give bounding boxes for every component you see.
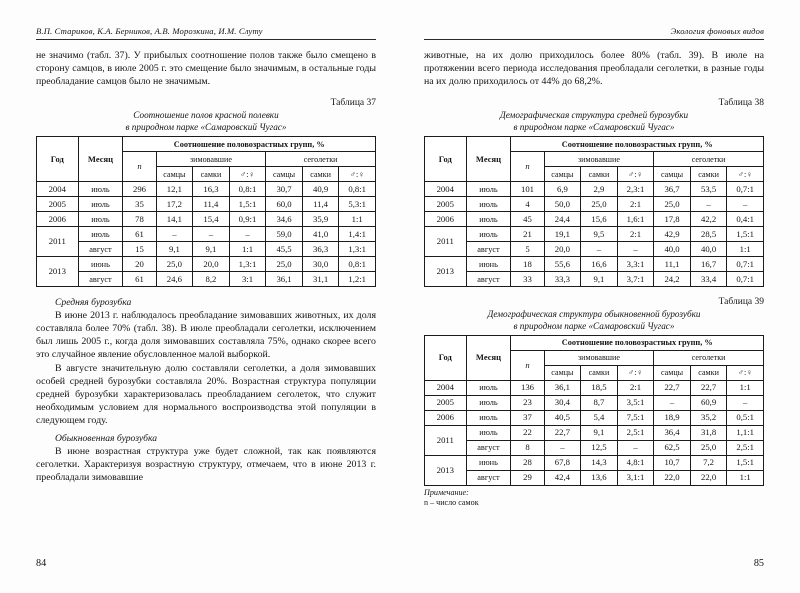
cell-overwintered-males: 25,0 — [156, 257, 193, 272]
th-yg-males: самцы — [266, 167, 303, 182]
cell-young-ratio: 1:1 — [727, 380, 764, 395]
cell-month: июль — [466, 197, 511, 212]
cell-young-females: 28,5 — [690, 227, 727, 242]
cell-overwintered-ratio: 1:1 — [229, 242, 266, 257]
cell-overwintered-females: 12,5 — [581, 440, 618, 455]
cell-month: июль — [78, 182, 123, 197]
table-row — [37, 197, 376, 212]
cell-month: август — [466, 272, 511, 287]
table-39 — [424, 335, 764, 486]
th-month: Месяц — [78, 137, 123, 182]
cell-month: август — [78, 242, 123, 257]
cell-month: июль — [466, 425, 511, 440]
cell-overwintered-ratio: 1,3:1 — [229, 257, 266, 272]
table-37-title — [36, 110, 376, 133]
table-39-title-line1: Демографическая структура обыкновенной бурозубки — [487, 309, 701, 320]
th-yg-females: самки — [690, 365, 727, 380]
cell-young-females: 11,4 — [302, 197, 339, 212]
paragraph-continuation-right: животные, на их долю приходилось более 80% (табл. 39). В июле на протяжении всего периода исследования преобладали сеголетки, в разные годы на их долю приходилось от 44% до 68,2%. — [424, 50, 764, 88]
cell-overwintered-ratio: 2:1 — [617, 227, 654, 242]
cell-year: 2011 — [425, 227, 467, 257]
cell-young-males: 30,7 — [266, 182, 303, 197]
running-head-right: Экология фоновых видов — [670, 26, 764, 36]
paragraph-continuation: не значимо (табл. 37). У прибылых соотношение полов также было смещено в сторону самцов, в июле 2005 г. это смещение было значимым, в остальные годы преобладание самцов было не значимым. — [36, 50, 376, 88]
cell-year: 2006 — [425, 410, 467, 425]
cell-overwintered-ratio: 0,8:1 — [229, 182, 266, 197]
page-number-left: 84 — [36, 558, 47, 569]
th-ow-males: самцы — [544, 167, 581, 182]
cell-year: 2013 — [37, 257, 79, 287]
cell-overwintered-males: 14,1 — [156, 212, 193, 227]
cell-overwintered-males: – — [156, 227, 193, 242]
table-38-title — [424, 110, 764, 133]
cell-young-males: 36,1 — [266, 272, 303, 287]
cell-month: июнь — [466, 257, 511, 272]
table-38-body — [425, 182, 764, 287]
cell-month: июль — [78, 197, 123, 212]
th-n: n — [123, 152, 156, 182]
cell-year: 2011 — [425, 425, 467, 455]
table-37-header-row-1 — [37, 137, 376, 152]
cell-n: 136 — [511, 380, 544, 395]
th-ow-ratio: ♂:♀ — [229, 167, 266, 182]
table-row — [425, 455, 764, 470]
cell-overwintered-females: 2,9 — [581, 182, 618, 197]
cell-n: 22 — [511, 425, 544, 440]
cell-overwintered-ratio: 2,5:1 — [617, 425, 654, 440]
table-38 — [424, 136, 764, 287]
cell-young-ratio: 0,7:1 — [727, 257, 764, 272]
th-yg-females: самки — [690, 167, 727, 182]
cell-young-ratio: 0,8:1 — [339, 182, 376, 197]
th-yg-ratio: ♂:♀ — [727, 167, 764, 182]
cell-overwintered-females: – — [193, 227, 230, 242]
cell-young-ratio: 0,8:1 — [339, 257, 376, 272]
paragraph-obyknovennaya-1: В июне возрастная структура уже будет сложной, так как появляются сеголетки. Характеризуя возрастную структуру, отмечаем, что в июне 2013 г. преобладали зимовавшие — [36, 446, 376, 484]
table-row — [425, 410, 764, 425]
table-37-head — [37, 137, 376, 182]
cell-young-females: 60,9 — [690, 395, 727, 410]
cell-young-females: 42,2 — [690, 212, 727, 227]
cell-young-ratio: 1,5:1 — [727, 227, 764, 242]
cell-year: 2005 — [425, 197, 467, 212]
table-38-header-row-1 — [425, 137, 764, 152]
cell-overwintered-males: – — [544, 440, 581, 455]
cell-n: 28 — [511, 455, 544, 470]
cell-overwintered-ratio: 4,8:1 — [617, 455, 654, 470]
page-right — [400, 0, 800, 593]
cell-overwintered-males: 17,2 — [156, 197, 193, 212]
cell-overwintered-females: 16,6 — [581, 257, 618, 272]
th-yg-females: самки — [302, 167, 339, 182]
cell-young-ratio: 1:1 — [727, 242, 764, 257]
th-ow-males: самцы — [156, 167, 193, 182]
th-group-young: сеголетки — [654, 350, 764, 365]
cell-overwintered-females: 9,1 — [193, 242, 230, 257]
cell-young-males: 60,0 — [266, 197, 303, 212]
cell-month: июль — [466, 380, 511, 395]
cell-young-ratio: 1:1 — [727, 470, 764, 485]
cell-young-females: 16,7 — [690, 257, 727, 272]
cell-overwintered-males: 24,4 — [544, 212, 581, 227]
th-n: n — [511, 350, 544, 380]
table-row — [425, 257, 764, 272]
page-number-right: 85 — [753, 558, 764, 569]
cell-n: 8 — [511, 440, 544, 455]
cell-month: июль — [466, 395, 511, 410]
th-ow-ratio: ♂:♀ — [617, 365, 654, 380]
cell-overwintered-ratio: 2:1 — [617, 197, 654, 212]
cell-overwintered-females: 8,7 — [581, 395, 618, 410]
table-row — [37, 182, 376, 197]
th-yg-males: самцы — [654, 167, 691, 182]
table-39-body — [425, 380, 764, 485]
cell-young-females: 35,9 — [302, 212, 339, 227]
cell-year: 2006 — [37, 212, 79, 227]
running-head-rule-right — [424, 39, 764, 40]
cell-overwintered-females: 13,6 — [581, 470, 618, 485]
cell-young-males: 34,6 — [266, 212, 303, 227]
table-row — [425, 395, 764, 410]
th-group-overwintered: зимовавшие — [544, 152, 654, 167]
cell-young-ratio: 1,4:1 — [339, 227, 376, 242]
cell-month: июль — [78, 227, 123, 242]
cell-young-males: 45,5 — [266, 242, 303, 257]
table-row — [425, 440, 764, 455]
cell-overwintered-females: 11,4 — [193, 197, 230, 212]
cell-young-males: 18,9 — [654, 410, 691, 425]
table-38-head — [425, 137, 764, 182]
cell-young-ratio: 1,5:1 — [727, 455, 764, 470]
cell-overwintered-ratio: 0,9:1 — [229, 212, 266, 227]
table-37-title-line2: в природном парке «Самаровский Чугас» — [125, 121, 287, 132]
cell-young-ratio: 0,7:1 — [727, 182, 764, 197]
cell-young-males: 40,0 — [654, 242, 691, 257]
cell-n: 15 — [123, 242, 156, 257]
cell-n: 35 — [123, 197, 156, 212]
cell-young-ratio: – — [727, 197, 764, 212]
cell-n: 23 — [511, 395, 544, 410]
table-row — [37, 257, 376, 272]
cell-young-females: 22,7 — [690, 380, 727, 395]
table-37-body — [37, 182, 376, 287]
cell-overwintered-females: 5,4 — [581, 410, 618, 425]
th-ow-females: самки — [581, 167, 618, 182]
cell-young-females: 22,0 — [690, 470, 727, 485]
cell-overwintered-ratio: 3:1 — [229, 272, 266, 287]
cell-overwintered-males: 50,0 — [544, 197, 581, 212]
table-row — [37, 227, 376, 242]
table-39-head — [425, 335, 764, 380]
cell-young-females: 40,0 — [690, 242, 727, 257]
th-group-young: сеголетки — [266, 152, 376, 167]
table-row — [37, 212, 376, 227]
section-heading-sredniaya: Средняя бурозубка — [55, 297, 132, 309]
cell-year: 2013 — [425, 257, 467, 287]
cell-n: 5 — [511, 242, 544, 257]
table-37-number: Таблица 37 — [330, 98, 376, 109]
cell-year: 2004 — [425, 380, 467, 395]
table-row — [425, 380, 764, 395]
cell-young-ratio: 1,3:1 — [339, 242, 376, 257]
cell-overwintered-females: 8,2 — [193, 272, 230, 287]
cell-young-males: 42,9 — [654, 227, 691, 242]
cell-young-females: 35,2 — [690, 410, 727, 425]
cell-overwintered-males: 40,5 — [544, 410, 581, 425]
table-39-note-text: n – число самок — [424, 497, 479, 507]
cell-n: 61 — [123, 272, 156, 287]
table-38-title-line1: Демографическая структура средней бурозубки — [499, 110, 689, 121]
cell-overwintered-ratio: 1,5:1 — [229, 197, 266, 212]
cell-n: 78 — [123, 212, 156, 227]
table-row — [425, 272, 764, 287]
cell-overwintered-ratio: 3,3:1 — [617, 257, 654, 272]
spacer — [424, 287, 764, 296]
cell-young-males: 59,0 — [266, 227, 303, 242]
cell-young-males: 11,1 — [654, 257, 691, 272]
cell-month: июль — [78, 212, 123, 227]
cell-young-males: 36,7 — [654, 182, 691, 197]
cell-young-females: 30,0 — [302, 257, 339, 272]
cell-year: 2004 — [37, 182, 79, 197]
table-39-note-label: Примечание: — [424, 487, 469, 497]
cell-young-males: 25,0 — [654, 197, 691, 212]
cell-young-males: 10,7 — [654, 455, 691, 470]
th-group-overwintered: зимовавшие — [156, 152, 266, 167]
cell-young-ratio: 1:1 — [339, 212, 376, 227]
cell-overwintered-females: 16,3 — [193, 182, 230, 197]
table-row — [425, 227, 764, 242]
cell-overwintered-males: 6,9 — [544, 182, 581, 197]
th-month: Месяц — [466, 335, 511, 380]
cell-overwintered-males: 22,7 — [544, 425, 581, 440]
table-39-title — [424, 309, 764, 332]
cell-year: 2004 — [425, 182, 467, 197]
cell-n: 29 — [511, 470, 544, 485]
cell-month: август — [466, 440, 511, 455]
cell-n: 61 — [123, 227, 156, 242]
cell-month: июль — [466, 182, 511, 197]
cell-young-ratio: – — [727, 395, 764, 410]
spacer — [36, 287, 376, 296]
cell-overwintered-males: 55,6 — [544, 257, 581, 272]
cell-n: 21 — [511, 227, 544, 242]
cell-month: июнь — [466, 455, 511, 470]
cell-overwintered-ratio: 1,6:1 — [617, 212, 654, 227]
table-38-number: Таблица 38 — [718, 98, 764, 109]
table-row — [37, 242, 376, 257]
th-ow-ratio: ♂:♀ — [617, 167, 654, 182]
cell-young-females: 31,1 — [302, 272, 339, 287]
cell-overwintered-males: 36,1 — [544, 380, 581, 395]
cell-overwintered-males: 67,8 — [544, 455, 581, 470]
cell-young-males: 17,8 — [654, 212, 691, 227]
cell-overwintered-males: 20,0 — [544, 242, 581, 257]
section-heading-obyknovennaya: Обыкновенная бурозубка — [55, 433, 157, 445]
spacer — [36, 88, 376, 97]
cell-n: 18 — [511, 257, 544, 272]
cell-young-ratio: 0,5:1 — [727, 410, 764, 425]
cell-overwintered-females: 9,1 — [581, 272, 618, 287]
cell-young-males: – — [654, 395, 691, 410]
table-38-title-line2: в природном парке «Самаровский Чугас» — [513, 121, 675, 132]
paragraph-sredniaya-1: В июне 2013 г. наблюдалось преобладание зимовавших животных, их доля составляла более 70% (табл. 38). В июле преобладали сеголетки, исключением был лишь 2005 г., когда доля зимовавших составляла 75%, однако скорее всего это случайное явление обусловленное малой выборкой. — [36, 310, 376, 361]
th-year: Год — [37, 137, 79, 182]
cell-young-ratio: 1,2:1 — [339, 272, 376, 287]
cell-overwintered-males: 42,4 — [544, 470, 581, 485]
th-group-young: сеголетки — [654, 152, 764, 167]
cell-overwintered-females: 9,5 — [581, 227, 618, 242]
cell-overwintered-ratio: – — [617, 242, 654, 257]
cell-n: 37 — [511, 410, 544, 425]
cell-overwintered-males: 30,4 — [544, 395, 581, 410]
running-head-rule-left — [36, 39, 376, 40]
cell-overwintered-males: 24,6 — [156, 272, 193, 287]
cell-overwintered-males: 9,1 — [156, 242, 193, 257]
table-39-title-line2: в природном парке «Самаровский Чугас» — [513, 320, 675, 331]
cell-overwintered-males: 19,1 — [544, 227, 581, 242]
th-span-all: Соотношение половозрастных групп, % — [123, 137, 376, 152]
cell-overwintered-ratio: – — [229, 227, 266, 242]
th-span-all: Соотношение половозрастных групп, % — [511, 335, 764, 350]
cell-month: август — [78, 272, 123, 287]
cell-young-ratio: 2,5:1 — [727, 440, 764, 455]
cell-young-females: 33,4 — [690, 272, 727, 287]
cell-n: 33 — [511, 272, 544, 287]
spacer — [424, 88, 764, 97]
cell-overwintered-ratio: 3,5:1 — [617, 395, 654, 410]
cell-young-ratio: 5,3:1 — [339, 197, 376, 212]
cell-month: июль — [466, 410, 511, 425]
cell-young-females: – — [690, 197, 727, 212]
th-ow-females: самки — [581, 365, 618, 380]
table-row — [425, 425, 764, 440]
cell-young-males: 22,0 — [654, 470, 691, 485]
cell-young-ratio: 1,1:1 — [727, 425, 764, 440]
th-year: Год — [425, 335, 467, 380]
cell-overwintered-ratio: 2,3:1 — [617, 182, 654, 197]
cell-young-males: 36,4 — [654, 425, 691, 440]
cell-n: 296 — [123, 182, 156, 197]
cell-overwintered-ratio: 2:1 — [617, 380, 654, 395]
cell-overwintered-females: 20,0 — [193, 257, 230, 272]
th-group-overwintered: зимовавшие — [544, 350, 654, 365]
cell-overwintered-females: 15,6 — [581, 212, 618, 227]
cell-month: июнь — [78, 257, 123, 272]
cell-young-females: 40,9 — [302, 182, 339, 197]
cell-young-males: 24,2 — [654, 272, 691, 287]
cell-young-females: 25,0 — [690, 440, 727, 455]
cell-young-females: 41,0 — [302, 227, 339, 242]
th-yg-ratio: ♂:♀ — [339, 167, 376, 182]
table-37-title-line1: Соотношение полов красной полевки — [133, 110, 279, 121]
cell-young-females: 31,8 — [690, 425, 727, 440]
running-head-left: В.П. Стариков, К.А. Берников, А.В. Морозкина, И.М. Слуту — [36, 26, 263, 36]
cell-overwintered-ratio: – — [617, 440, 654, 455]
th-n: n — [511, 152, 544, 182]
cell-young-females: 53,5 — [690, 182, 727, 197]
cell-year: 2005 — [37, 197, 79, 212]
cell-month: август — [466, 242, 511, 257]
cell-young-ratio: 0,7:1 — [727, 272, 764, 287]
cell-overwintered-ratio: 7,5:1 — [617, 410, 654, 425]
cell-young-males: 62,5 — [654, 440, 691, 455]
cell-overwintered-females: – — [581, 242, 618, 257]
table-39-note — [424, 488, 764, 508]
table-row — [425, 212, 764, 227]
cell-n: 45 — [511, 212, 544, 227]
table-37 — [36, 136, 376, 287]
table-39-number: Таблица 39 — [718, 297, 764, 308]
cell-month: июль — [466, 212, 511, 227]
table-row — [425, 470, 764, 485]
cell-overwintered-females: 9,1 — [581, 425, 618, 440]
cell-month: июль — [466, 227, 511, 242]
th-yg-ratio: ♂:♀ — [727, 365, 764, 380]
cell-year: 2013 — [425, 455, 467, 485]
th-ow-males: самцы — [544, 365, 581, 380]
cell-overwintered-males: 12,1 — [156, 182, 193, 197]
table-row — [425, 182, 764, 197]
cell-young-males: 22,7 — [654, 380, 691, 395]
paragraph-sredniaya-2: В августе значительную долю составляли сеголетки, а доля зимовавших особей средней бурозубки составляла 20%. Возрастная структура популяции средней бурозубки характеризовалась преобладанием сеголеток, что служит необходимым условием для нормального воспроизводства этой популяции в следующем году. — [36, 362, 376, 426]
th-year: Год — [425, 137, 467, 182]
cell-n: 101 — [511, 182, 544, 197]
table-row — [425, 242, 764, 257]
cell-year: 2006 — [425, 212, 467, 227]
th-month: Месяц — [466, 137, 511, 182]
cell-young-ratio: 0,4:1 — [727, 212, 764, 227]
cell-year: 2005 — [425, 395, 467, 410]
cell-month: август — [466, 470, 511, 485]
table-row — [37, 272, 376, 287]
cell-overwintered-males: 33,3 — [544, 272, 581, 287]
cell-overwintered-females: 15,4 — [193, 212, 230, 227]
cell-n: 4 — [511, 197, 544, 212]
th-yg-males: самцы — [654, 365, 691, 380]
th-span-all: Соотношение половозрастных групп, % — [511, 137, 764, 152]
table-39-header-row-1 — [425, 335, 764, 350]
cell-young-males: 25,0 — [266, 257, 303, 272]
table-row — [425, 197, 764, 212]
th-ow-females: самки — [193, 167, 230, 182]
cell-young-females: 7,2 — [690, 455, 727, 470]
cell-overwintered-females: 25,0 — [581, 197, 618, 212]
cell-year: 2011 — [37, 227, 79, 257]
cell-overwintered-ratio: 3,1:1 — [617, 470, 654, 485]
cell-young-females: 36,3 — [302, 242, 339, 257]
cell-n: 20 — [123, 257, 156, 272]
cell-overwintered-females: 14,3 — [581, 455, 618, 470]
cell-overwintered-females: 18,5 — [581, 380, 618, 395]
cell-overwintered-ratio: 3,7:1 — [617, 272, 654, 287]
